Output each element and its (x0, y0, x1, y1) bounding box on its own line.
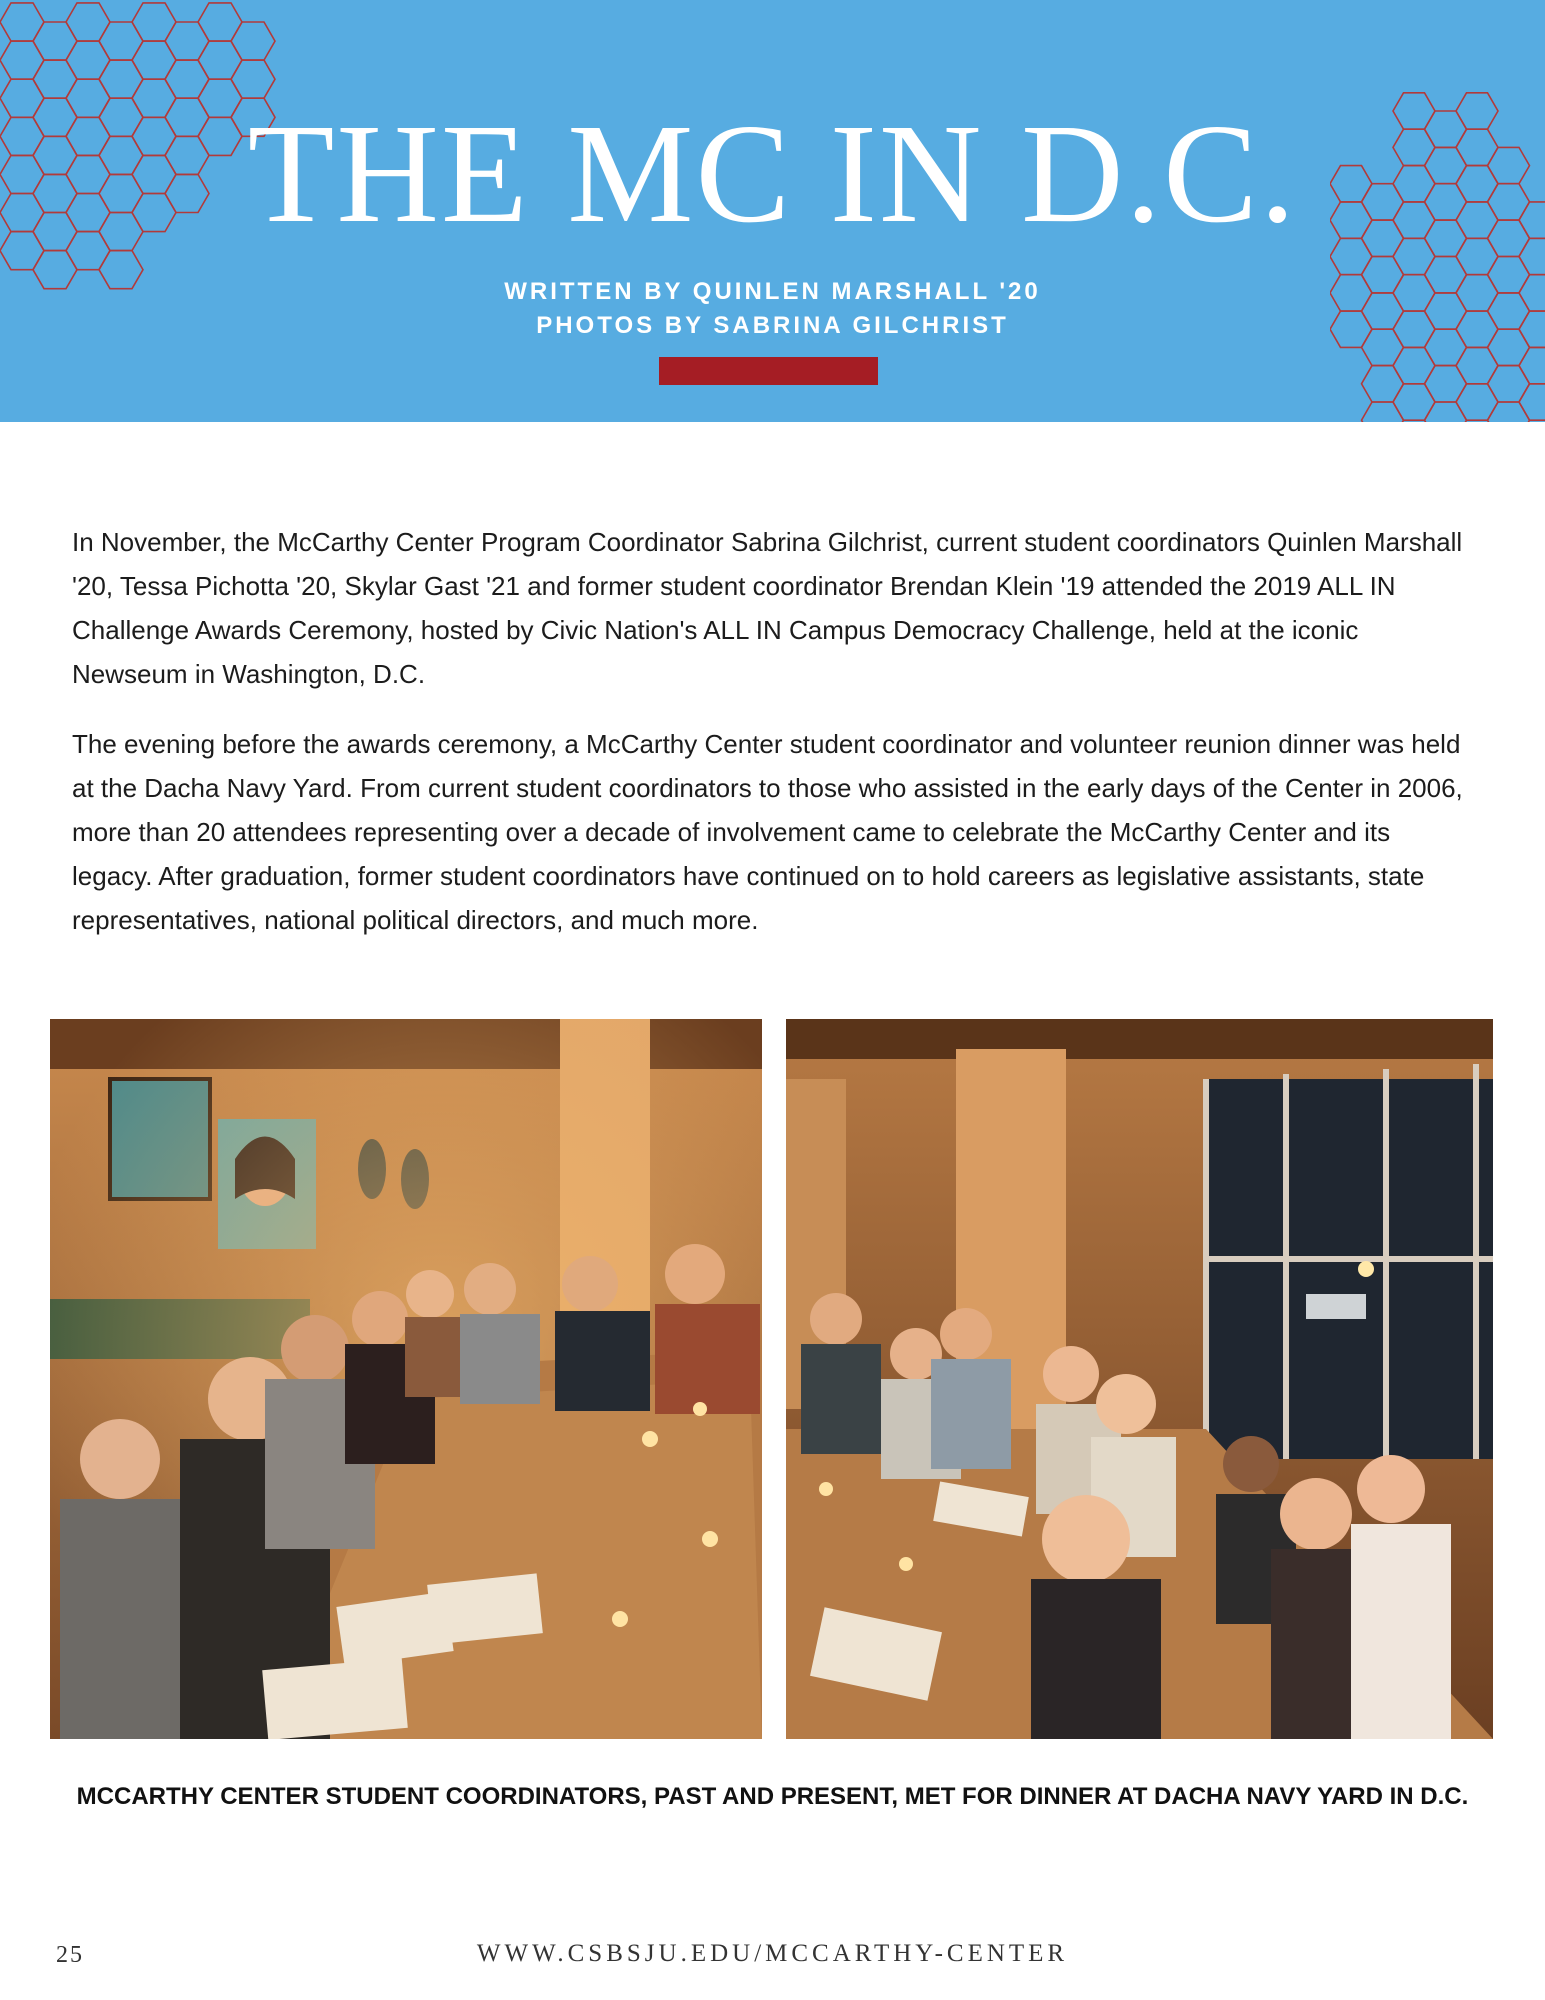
hexagon-cell (1519, 384, 1545, 420)
hexagon-cell (0, 41, 44, 79)
byline-photos: PHOTOS BY SABRINA GILCHRIST (536, 312, 1009, 339)
hexagon-cell (66, 41, 110, 79)
hexagon-cell (132, 3, 176, 41)
hexagon-cell (231, 22, 275, 60)
page-number: 25 (56, 1942, 84, 1968)
photo-dinner-right (786, 1019, 1493, 1739)
hexagon-cell (1488, 402, 1530, 422)
hexagon-cell (1362, 366, 1404, 402)
article-paragraph-2: The evening before the awards ceremony, a McCarthy Center student coordinator and volunteer reunion dinner was held at the Dacha Navy Yard. From current student coordinators to those who assisted in the early days of the Center in 2006, more than 20 attendees representing over a decade of involvement came to celebrate the McCarthy Center and its legacy. After graduation, former student coordinators have continued on to hold careers as legislative assistants, state representatives, national political directors, and much more. (72, 729, 1463, 935)
hexagon-cell (1425, 366, 1467, 402)
hexagon-cell (1488, 366, 1530, 402)
hexagon-cell (1393, 384, 1435, 420)
footer-url: WWW.CSBSJU.EDU/MCCARTHY-CENTER (476, 1940, 1069, 1967)
article-body (72, 520, 1477, 968)
hexagon-cell (99, 22, 143, 60)
hexagon-cell (1425, 402, 1467, 422)
hexagon-cell (33, 60, 77, 98)
hexagon-cell (66, 3, 110, 41)
hexagon-cell (1362, 402, 1404, 422)
hexagon-cell (231, 60, 275, 98)
accent-bar (659, 357, 878, 385)
hexagon-cell (1393, 347, 1435, 383)
article-paragraph-1: In November, the McCarthy Center Program Coordinator Sabrina Gilchrist, current student coordinators Quinlen Marshall '20, Tessa Pichotta '20, Skylar Gast '21 and former student coordinator Brendan Klein '19 attended the 2019 ALL IN Challenge Awards Ceremony, hosted by Civic Nation's ALL IN Campus Democracy Challenge, held at the iconic Newseum in Washington, D.C. (72, 527, 1463, 689)
hexagon-cell (99, 60, 143, 98)
hexagon-cell (1519, 347, 1545, 383)
hexagon-cell (132, 41, 176, 79)
hexagon-cell (1456, 384, 1498, 420)
page-title: THE MC IN D.C. (247, 94, 1298, 252)
photo-caption: MCCARTHY CENTER STUDENT COORDINATORS, PAST AND PRESENT, MET FOR DINNER AT DACHA NAVY YARD IN D.C. (76, 1783, 1469, 1810)
hexagon-cell (198, 41, 242, 79)
header-banner (0, 0, 1545, 422)
hexagon-cell (0, 3, 44, 41)
hexagon-cell (165, 22, 209, 60)
byline-writer: WRITTEN BY QUINLEN MARSHALL '20 (504, 278, 1041, 305)
photo-dinner-left (50, 1019, 762, 1739)
hexagon-cell (165, 60, 209, 98)
hexagon-cell (33, 22, 77, 60)
hexagon-cell (198, 3, 242, 41)
hexagon-cell (1456, 347, 1498, 383)
